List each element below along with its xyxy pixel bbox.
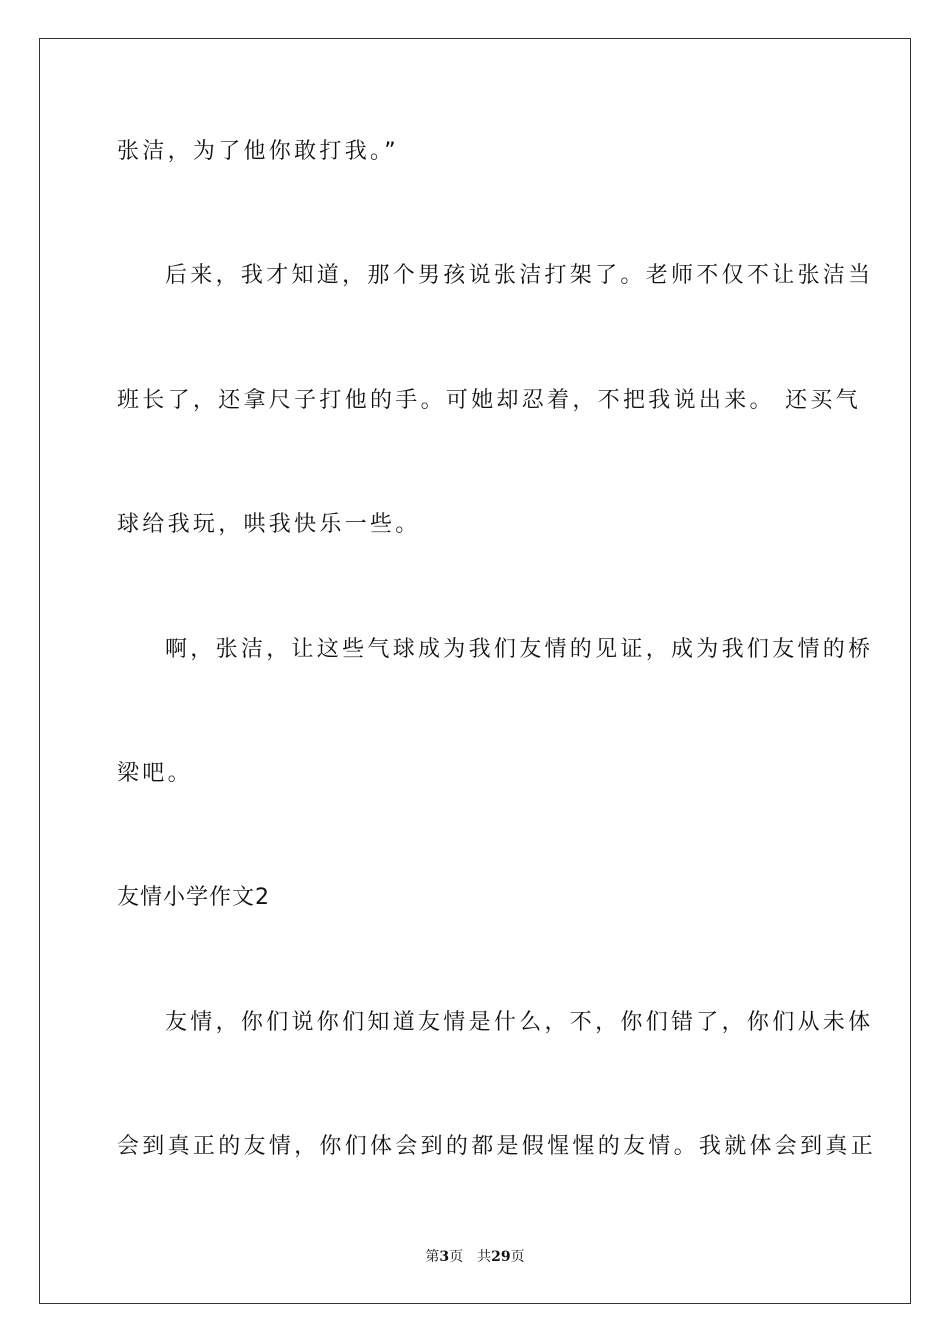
total-pages: 29 [491, 1249, 511, 1265]
page-border [39, 38, 911, 1304]
page-prefix: 第 [425, 1249, 440, 1265]
paragraph-line-8: 会到真正的友情，你们体会到的都是假惺惺的友情。我就体会到真正 [117, 1134, 877, 1159]
page-suffix: 页 [449, 1249, 464, 1265]
paragraph-line-1: 张洁，为了他你敢打我。” [117, 139, 399, 164]
total-prefix: 共 [477, 1249, 492, 1265]
section-heading: 友情小学作文2 [117, 885, 270, 910]
paragraph-line-4: 球给我玩，哄我快乐一些。 [117, 512, 421, 537]
page-number: 3 [439, 1249, 450, 1265]
paragraph-line-7: 友情，你们说你们知道友情是什么，不，你们错了，你们从未体 [165, 1010, 874, 1035]
total-suffix: 页 [510, 1249, 525, 1265]
paragraph-line-6: 梁吧。 [117, 761, 193, 786]
paragraph-line-5: 啊，张洁，让这些气球成为我们友情的见证，成为我们友情的桥 [165, 637, 874, 662]
paragraph-line-2: 后来，我才知道，那个男孩说张洁打架了。老师不仅不让张洁当 [165, 263, 874, 288]
page-footer [0, 1247, 950, 1267]
paragraph-line-3: 班长了，还拿尺子打他的手。可她却忍着，不把我说出来。 还买气 [117, 388, 861, 413]
